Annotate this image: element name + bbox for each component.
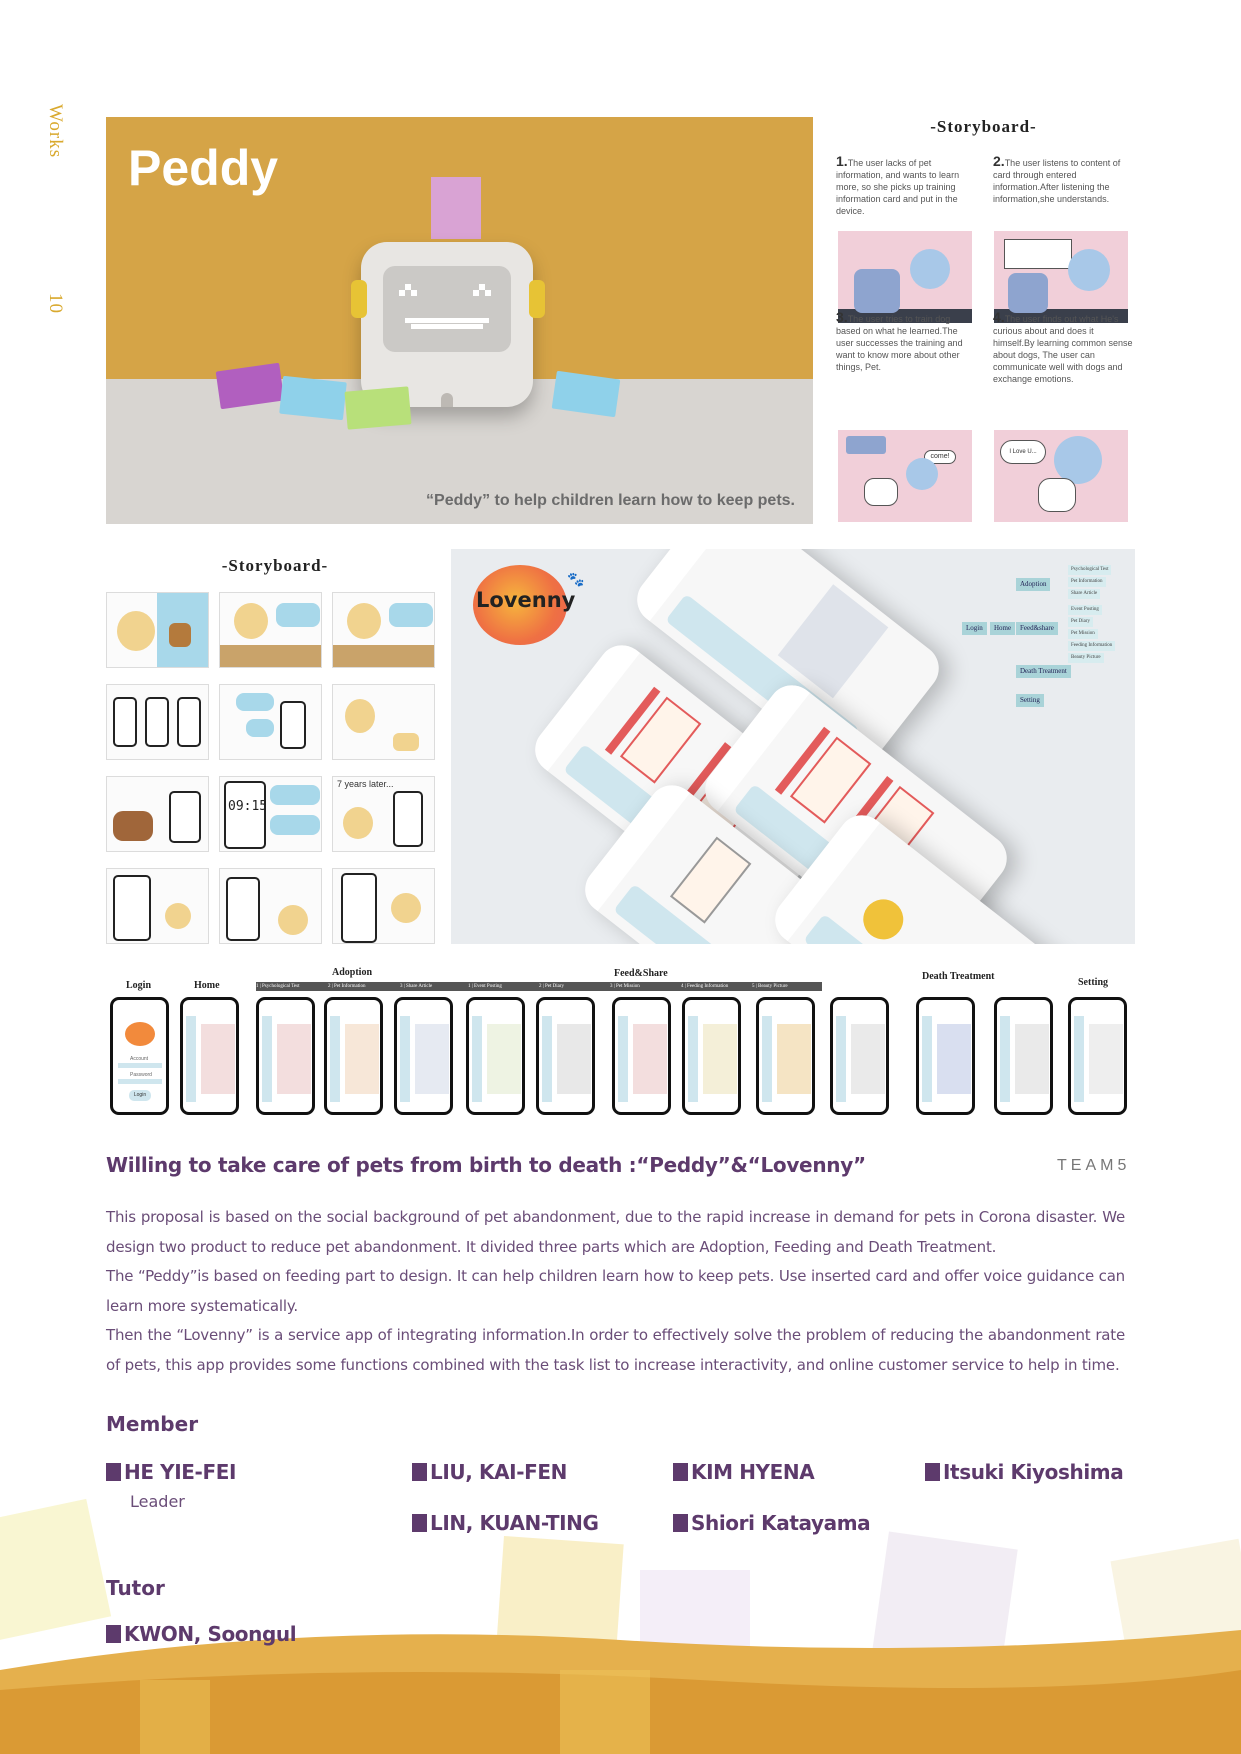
app-screen-thumb [612, 997, 671, 1115]
app-screen-thumb [256, 997, 315, 1115]
story-image-3 [838, 430, 972, 522]
story-step-4: 4.The user finds out what He's curious about and does it himself.By learning common sense about dogs, The user can communicate well with dogs and exchange emotions. [993, 309, 1133, 384]
member-name: HE YIE-FEI [106, 1460, 236, 1484]
storyboard-frame [219, 684, 322, 760]
storyboard-frame [332, 776, 435, 852]
sitemap-subitem: Psychological Test [1068, 565, 1111, 575]
storyboard-lovenny [106, 556, 444, 946]
storyboard-title: -Storyboard- [221, 556, 329, 575]
login-button[interactable]: Login [129, 1090, 151, 1101]
project-description [106, 1203, 1125, 1380]
name-marker-icon [106, 1625, 121, 1643]
app-screen-thumb [324, 997, 383, 1115]
section-label: Works [45, 104, 66, 159]
lovenny-logo [125, 1022, 155, 1046]
team-label: TEAM5 [1057, 1157, 1131, 1174]
name-marker-icon [412, 1514, 427, 1532]
story-step-1: 1.The user lacks of pet information, and wants to learn more, so she picks up training information card and put in the device. [836, 153, 960, 216]
app-sitemap [962, 561, 1132, 721]
storyboard-peddy [836, 117, 1131, 524]
girl-drawing [910, 249, 950, 289]
boy-drawing [906, 458, 938, 490]
app-screen-thumb [536, 997, 595, 1115]
member-name: KIM HYENA [673, 1460, 814, 1484]
app-screen-thumb [682, 997, 741, 1115]
peddy-caption: “Peddy” to help children learn how to keep pets. [426, 492, 795, 509]
pet-card [344, 386, 411, 429]
storyboard-frame [332, 684, 435, 760]
storyboard-frame [106, 868, 209, 944]
storyboard-frame [106, 684, 209, 760]
app-screen-thumb [180, 997, 239, 1115]
storyboard-title: -Storyboard- [930, 117, 1037, 136]
pet-card [279, 376, 347, 420]
inserted-card [431, 177, 481, 239]
sitemap-home: Home [990, 622, 1015, 635]
sitemap-subitem: Pet Mission [1068, 629, 1098, 639]
story-image-4 [994, 430, 1128, 522]
story-step-3: 3.The user tries to train dog based on what he learned.The user successes the training and want to know more about other things, Pet. [836, 309, 963, 372]
member-name: Shiori Katayama [673, 1511, 870, 1535]
device-knob-right [529, 280, 545, 318]
storyboard-grid [106, 592, 435, 944]
flow-group-death: Death Treatment [922, 971, 995, 982]
lovenny-app-mockups [451, 549, 1135, 944]
app-screen-thumb [756, 997, 815, 1115]
account-label: Account [130, 1056, 149, 1062]
sitemap-adoption: Adoption [1016, 578, 1050, 591]
speech-bubble: I Love U... [1000, 440, 1046, 464]
name-marker-icon [925, 1463, 940, 1481]
speech-bubble: come! [924, 450, 956, 464]
account-field[interactable] [118, 1063, 162, 1068]
story-image-1 [838, 231, 972, 323]
name-marker-icon [673, 1463, 688, 1481]
flow-subtab: 3 | Pet Mission [610, 982, 681, 991]
sitemap-subitem: Share Article [1068, 589, 1100, 599]
flow-group-adoption: Adoption [332, 967, 373, 978]
flow-subtab: 1 | Event Posting [468, 982, 539, 991]
name-marker-icon [412, 1463, 427, 1481]
sitemap-subitem: Beauty Picture [1068, 653, 1104, 663]
name-marker-icon [106, 1463, 121, 1481]
flow-group-home: Home [194, 980, 220, 991]
app-screen-thumb [394, 997, 453, 1115]
description-paragraph: This proposal is based on the social background of pet abandonment, due to the rapid increase in demand for pets in Corona disaster. We design two product to reduce pet abandonment. It divided three parts which are Adoption, Feeding and Death Treatment. [106, 1208, 1125, 1256]
sitemap-subitem: Event Posting [1068, 605, 1102, 615]
app-screen-thumb [466, 997, 525, 1115]
description-paragraph: Then the “Lovenny” is a service app of integrating information.In order to effectively solve the problem of reducing the abandonment rate of pets, this app provides some functions combined with the task list to increase interactivity, and online customer service to help in time. [106, 1326, 1125, 1374]
time-caption: 7 years later... [337, 779, 394, 789]
project-headline: Willing to take care of pets from birth to death :“Peddy”&“Lovenny” [106, 1153, 866, 1177]
storyboard-frame [106, 592, 209, 668]
flow-subtab: 2 | Pet Diary [539, 982, 610, 991]
flow-subtab: 1 | Psychological Test [256, 982, 328, 991]
member-heading: Member [106, 1412, 199, 1436]
password-field[interactable] [118, 1079, 162, 1084]
flow-group-login: Login [126, 980, 152, 991]
dog-drawing [1038, 478, 1076, 512]
tutor-name: KWON, Soongul [106, 1622, 296, 1646]
device-slot [441, 393, 453, 407]
app-screen-thumb [830, 997, 889, 1115]
sitemap-setting: Setting [1016, 694, 1044, 707]
storyboard-frame [332, 868, 435, 944]
member-name: Itsuki Kiyoshima [925, 1460, 1123, 1484]
flow-subtab: 3 | Share Article [400, 982, 472, 991]
decorative-footer [0, 1480, 1241, 1754]
login-screen [110, 997, 169, 1115]
sitemap-subitem: Pet Information [1068, 577, 1106, 587]
dog-drawing [864, 478, 898, 506]
storyboard-frame [106, 776, 209, 852]
app-flow-strip [106, 962, 1136, 1117]
lovenny-logo-text: Lovenny [476, 588, 576, 612]
device-drawing [1008, 273, 1048, 313]
storyboard-frame [219, 776, 322, 852]
sitemap-subitem: Pet Diary [1068, 617, 1093, 627]
flow-subtab: 5 | Beauty Picture [752, 982, 822, 991]
app-screen-thumb [994, 997, 1053, 1115]
storyboard-frame [219, 868, 322, 944]
sitemap-feed: Feed&share [1016, 622, 1058, 635]
device-screen [383, 266, 511, 352]
device-drawing [854, 269, 900, 313]
story-image-2 [994, 231, 1128, 323]
member-name: LIN, KUAN-TING [412, 1511, 598, 1535]
paw-icon: 🐾 [567, 571, 585, 587]
app-screen-thumb [916, 997, 975, 1115]
footer-art [0, 1480, 1241, 1754]
flow-subtab: 4 | Feeding Information [681, 982, 752, 991]
description-paragraph: The “Peddy”is based on feeding part to design. It can help children learn how to keep pets. Use inserted card and offer voice guidance can learn more systematically. [106, 1267, 1125, 1315]
storyboard-frame [332, 592, 435, 668]
sitemap-subitem: Feeding Information [1068, 641, 1115, 651]
sitemap-login: Login [962, 622, 987, 635]
member-name: LIU, KAI-FEN [412, 1460, 567, 1484]
device-knob-left [351, 280, 367, 318]
pixel-face-icon [383, 266, 511, 352]
name-marker-icon [673, 1514, 688, 1532]
password-label: Password [130, 1072, 152, 1078]
girl-drawing [1068, 249, 1110, 291]
flow-group-feed: Feed&Share [614, 968, 668, 979]
app-screen-thumb [1068, 997, 1127, 1115]
speech-bubble [1004, 239, 1072, 269]
member-role: Leader [130, 1492, 185, 1511]
tutor-heading: Tutor [106, 1576, 165, 1600]
peddy-device [361, 242, 533, 407]
peddy-hero-image [106, 117, 813, 524]
story-step-2: 2.The user listens to content of card through entered information.After listening the information,she understands. [993, 153, 1121, 204]
sitemap-death: Death Treatment [1016, 665, 1071, 678]
page-number: 10 [45, 293, 66, 314]
girl-drawing [1054, 436, 1102, 484]
storyboard-frame [219, 592, 322, 668]
clock-display: 09:15 [228, 799, 268, 814]
flow-group-setting: Setting [1078, 977, 1108, 988]
peddy-title: Peddy [128, 140, 279, 196]
flow-subtab: 2 | Pet Information [328, 982, 400, 991]
